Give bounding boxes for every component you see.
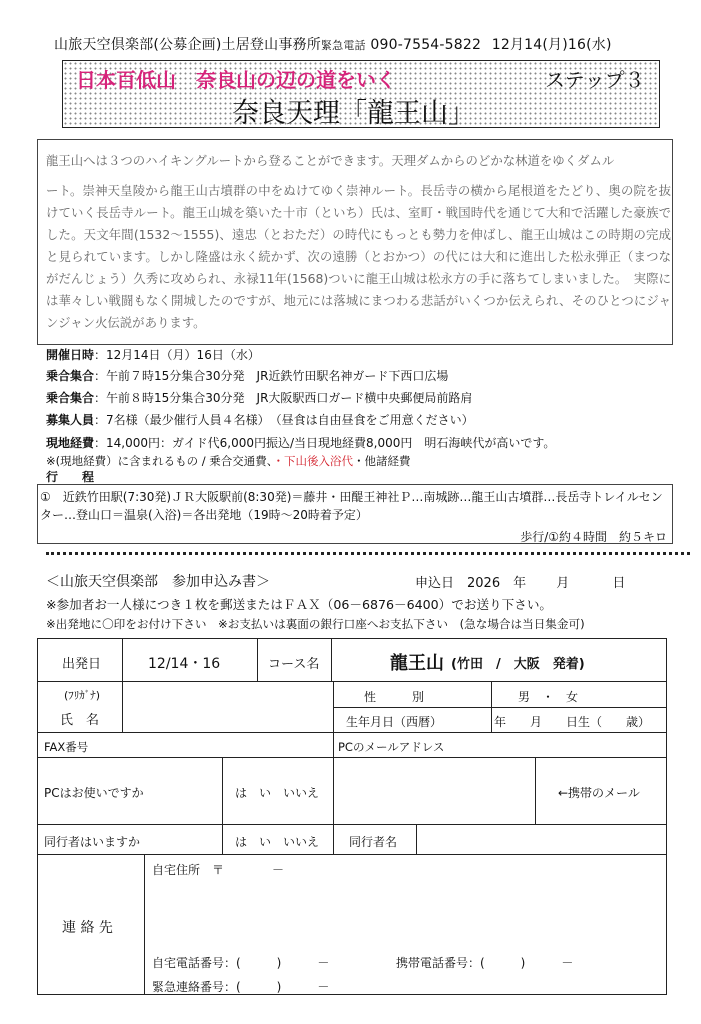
- org-name: 山旅天空倶楽部(公募企画)土居登山事務所: [54, 37, 321, 53]
- pc-use-label: PCはお使いですか: [44, 786, 144, 800]
- intro-paragraph-1: 龍王山へは３つのハイキングルートから登ることができます。天理ダムからのどかな林道をゆくダムル: [46, 153, 615, 168]
- itinerary-label: 行 程: [46, 470, 95, 484]
- application-form: [37, 638, 667, 995]
- capacity-label: 募集人員: [46, 413, 95, 427]
- gender-label: 性 別: [364, 690, 425, 704]
- emergency-phone-label: 緊急連絡番号：( ) －: [152, 980, 330, 994]
- address-label: 自宅住所 〒 －: [152, 863, 285, 877]
- fax-label: FAX番号: [44, 740, 89, 754]
- date-value: ：12月14日（月）16日（水）: [94, 348, 260, 362]
- companion-yesno[interactable]: は い いいえ: [235, 835, 320, 849]
- application-date: 申込日 2026 年 月 日: [415, 576, 626, 591]
- info-capacity: [46, 411, 474, 428]
- step-label: ステップ３: [545, 68, 645, 92]
- application-note-1: ※参加者お一人様につき１枚を郵送またはＦＡＸ（06－6876－6400）でお送り下さい。: [46, 597, 553, 612]
- home-phone-label: 自宅電話番号：( ) －: [152, 956, 330, 970]
- mobile-mail-label: ←携帯のメール: [558, 786, 640, 800]
- birth-label: 生年月日（西暦）: [346, 715, 443, 729]
- companion-name-label: 同行者名: [349, 835, 398, 849]
- cost-note-a: ※(現地経費）に含まれるもの / 乗合交通費、: [46, 454, 273, 468]
- meet1-label: 乗合集合: [46, 369, 95, 383]
- cost-note-b: ・下山後入浴代: [272, 454, 354, 468]
- mobile-phone-label: 携帯電話番号：( ) －: [396, 956, 574, 970]
- meet2-value: ：午前８時15分集合30分発 JR大阪駅西口ガード横中央郵便局前路肩: [94, 391, 473, 405]
- capacity-value: ：7名様（最少催行人員４名様） （昼食は自由昼食をご用意ください）: [94, 413, 474, 427]
- cost-note-c: ・他諸経費: [353, 454, 411, 468]
- info-meet1: [46, 367, 448, 384]
- intro-paragraph-2: ート。崇神天皇陵から龍王山古墳群の中をぬけてゆく崇神ルート。長岳寺の横から尾根道をたどり、奥の院を抜けていく長岳寺ルート。龍王山城を築いた十市（といち）氏は、室町・戦国時代を通じて大和で活躍した豪族でした。天文年間(1532～1555)、遠忠（とおただ）の時代にもっとも勢力を伸ばし、龍王山城はこの時期の完成と見られています。しかし隆盛は永く続かず、次の遠勝（とおかつ）の代には大和に進出した松永弾正（まつながだんじょう）久秀に攻められ、永禄11年(1568)ついに龍王山城は松永方の手に落ちてしまいました。 実際には華々しい戦闘もなく開城したのですが、地元には落城にまつわる悲話がいくつか伝えられ、そのひとつにジャンジャン火伝説があります。: [46, 183, 671, 330]
- course-value: 龍王山: [390, 653, 444, 674]
- cost-label: 現地経費: [46, 436, 95, 450]
- date-label: 開催日時: [46, 348, 95, 362]
- name-label: 氏 名: [60, 713, 100, 728]
- contact-label: 連 絡 先: [62, 920, 113, 936]
- info-cost: [46, 434, 555, 451]
- info-cost-note: [46, 453, 411, 469]
- intro-text: [46, 150, 671, 334]
- walk-info: 歩行/①約４時間 約５キロ: [520, 530, 667, 544]
- meet1-value: ：午前７時15分集合30分発 JR近鉄竹田駅名神ガード下西口広場: [94, 369, 449, 383]
- furigana-label: (ﾌﾘｶﾞﾅ): [64, 689, 101, 702]
- pc-use-yesno[interactable]: は い いいえ: [235, 786, 320, 800]
- application-title: ＜山旅天空倶楽部 参加申込み書＞: [46, 574, 270, 590]
- itinerary-line: ① 近鉄竹田駅(7:30発)ＪＲ大阪駅前(8:30発)＝藤井・田醍王神社Ｐ…南城跡…龍王山古墳群…長岳寺トレイルセンター…登山口＝温泉(入浴)＝各出発地（19時～20時着予定）: [40, 490, 663, 522]
- page-title: 奈良天理「龍王山」: [232, 98, 475, 129]
- info-date: [46, 346, 260, 363]
- course-detail: (竹田 / 大阪 発着): [451, 657, 585, 672]
- companion-label: 同行者はいますか: [44, 835, 141, 849]
- cost-value: ：14,000円：ガイド代6,000円振込/当日現地経費8,000円 明石海峡代が高いです。: [94, 436, 556, 450]
- depart-label: 出発日: [62, 657, 102, 672]
- gender-value: 男 ・ 女: [518, 690, 579, 704]
- header-line: [54, 34, 612, 54]
- emergency-phone: 090-7554-5822: [370, 37, 482, 53]
- pc-mail-label: PCのメールアドレス: [338, 740, 445, 754]
- info-meet2: [46, 389, 472, 406]
- event-dates: 12月14(月)16(水): [491, 37, 612, 53]
- depart-value: 12/14・16: [148, 656, 221, 672]
- series-title: 日本百低山 奈良山の辺の道をいく: [76, 68, 396, 92]
- course-label: コース名: [268, 657, 320, 672]
- application-note-2: ※出発地に〇印をお付け下さい ※お支払いは裏面の銀行口座へお支払下さい (急な場合は当日集金可): [46, 617, 585, 631]
- birth-value: 年 月 日生（ 歳）: [494, 715, 651, 729]
- emergency-label: 緊急電話: [320, 39, 366, 52]
- meet2-label: 乗合集合: [46, 391, 95, 405]
- cut-line-divider: [46, 552, 690, 555]
